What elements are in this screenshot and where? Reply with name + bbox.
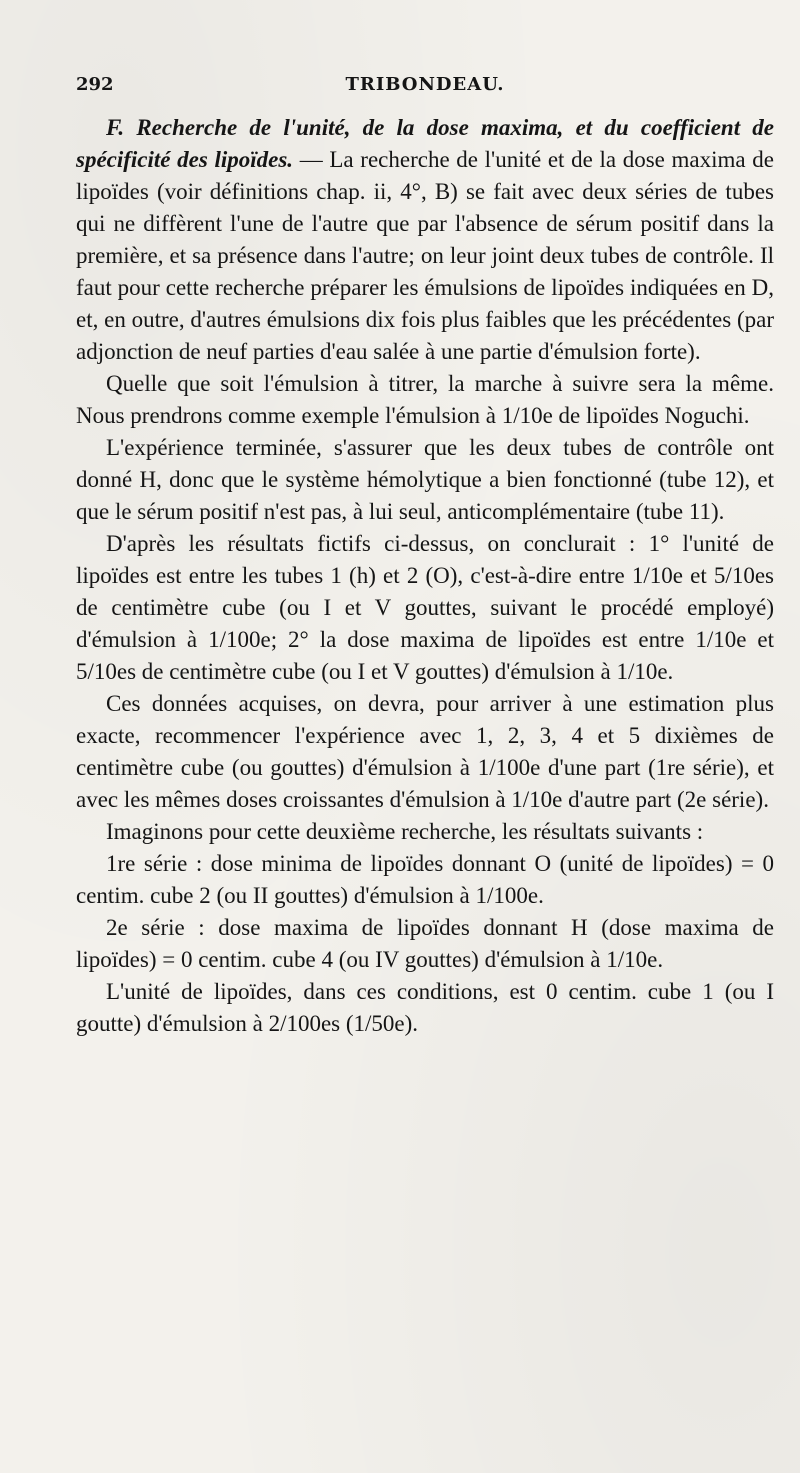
result-series-2: 2e série : dose maxima de lipoïdes donnant H (dose maxima de lipoïdes) = 0 centim. cube 4 (ou IV gouttes) d'émulsion à 1/10e.: [76, 915, 774, 972]
paragraph-conclusions: D'après les résultats fictifs ci-dessus, on conclurait : 1° l'unité de lipoïdes est entre les tubes 1 (h) et 2 (O), c'est-à-dire entre 1/10e et 5/10es de centimètre cube (ou I et V gouttes, suivant le procédé employé) d'émulsion à 1/100e; 2° la dose maxima de lipoïdes est entre 1/10e et 5/10es de centimètre cube (ou I et V gouttes) d'émulsion à 1/10e.: [76, 531, 774, 684]
paragraph-second-experiment: Ces données acquises, on devra, pour arriver à une estimation plus exacte, recommencer l'expérience avec 1, 2, 3, 4 et 5 dixièmes de centimètre cube (ou gouttes) d'émulsion à 1/100e d'une part (1re série), et avec les mêmes doses croissantes d'émulsion à 1/10e d'autre part (2e série).: [76, 691, 774, 812]
paragraph-controls: L'expérience terminée, s'assurer que les deux tubes de contrôle ont donné H, donc que le système hémolytique a bien fonctionné (tube 12), et que le sérum positif n'est pas, à lui seul, anticomplémentaire (tube 11).: [76, 435, 774, 524]
running-header: [76, 74, 774, 104]
body-text: [76, 112, 774, 1040]
paragraph-final-unit: L'unité de lipoïdes, dans ces conditions, est 0 centim. cube 1 (ou I goutte) d'émulsion à 2/100es (1/50e).: [76, 979, 774, 1036]
section-paragraph: [76, 112, 774, 368]
result-series-1: 1re série : dose minima de lipoïdes donnant O (unité de lipoïdes) = 0 centim. cube 2 (ou II gouttes) d'émulsion à 1/100e.: [76, 851, 774, 908]
section-intro: — La recherche de l'unité et de la dose maxima de lipoïdes (voir définitions chap. ii, 4°, B) se fait avec deux séries de tubes qui ne diffèrent l'une de l'autre que par l'absence de sérum positif dans la première, et sa présence dans l'autre; on leur joint deux tubes de contrôle. Il faut pour cette recherche préparer les émulsions de lipoïdes indiquées en D, et, en outre, d'autres émulsions dix fois plus faibles que les précédentes (par adjonction de neuf parties d'eau salée à une partie d'émulsion forte).: [76, 147, 774, 364]
section-heading: F. Recherche de l'unité, de la dose maxima, et du coefficient de spécificité des lipoïdes.: [76, 115, 774, 172]
paragraph-titration: Quelle que soit l'émulsion à titrer, la marche à suivre sera la même. Nous prendrons comme exemple l'émulsion à 1/10e de lipoïdes Noguchi.: [76, 371, 774, 428]
paragraph-results-intro: Imaginons pour cette deuxième recherche, les résultats suivants :: [106, 819, 704, 844]
running-title: TRIBONDEAU.: [345, 74, 505, 95]
page-number: 292: [76, 74, 114, 95]
